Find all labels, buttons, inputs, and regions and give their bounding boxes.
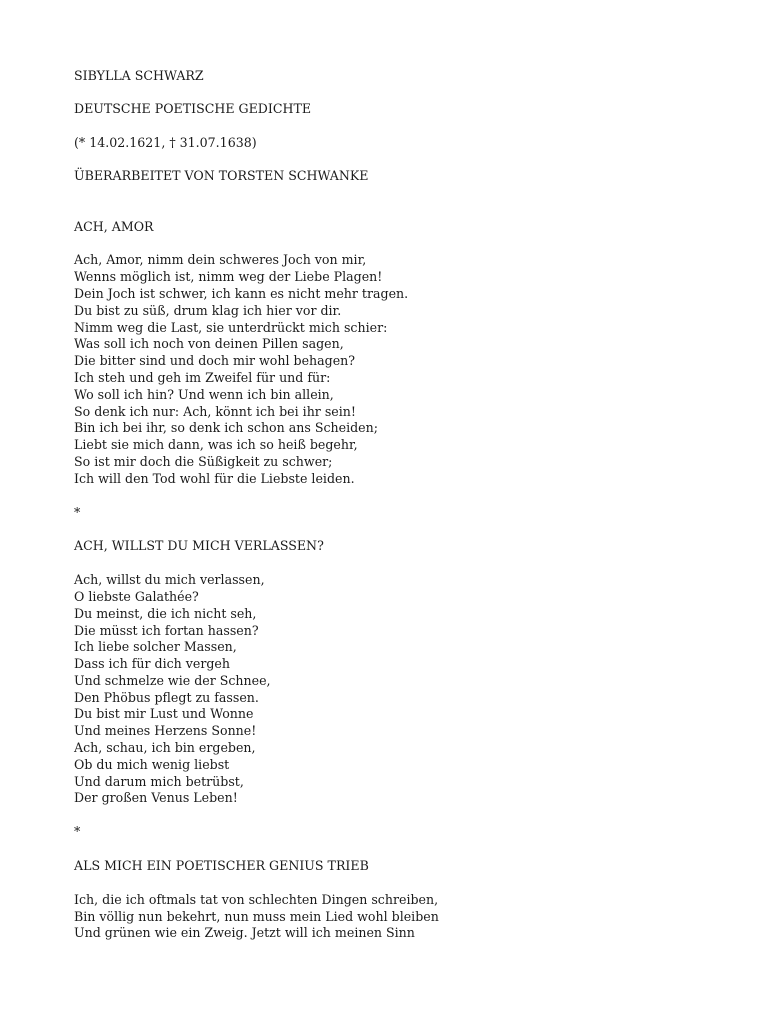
poem-line: Und grünen wie ein Zweig. Jetzt will ich meinen Sinn [74, 925, 415, 941]
poem-line: Der großen Venus Leben! [74, 790, 238, 806]
poem-line: Was soll ich noch von deinen Pillen sagen, [74, 336, 344, 352]
spacer [74, 521, 714, 538]
poem-title: ACH, AMOR [74, 218, 154, 234]
document-body [74, 68, 714, 942]
spacer [74, 875, 714, 892]
poem-line: Nimm weg die Last, sie unterdrückt mich schier: [74, 319, 388, 335]
spacer [74, 488, 714, 505]
poem-line: Ich liebe solcher Massen, [74, 639, 237, 655]
poem-body [74, 892, 714, 942]
poem-line: Ach, Amor, nimm dein schweres Joch von mir, [74, 252, 367, 268]
poem-line: Die müsst ich fortan hassen? [74, 622, 259, 638]
poem-body [74, 572, 714, 807]
poem-line: Und meines Herzens Sonne! [74, 723, 257, 739]
poem-line: Liebt sie mich dann, was ich so heiß begehr, [74, 437, 358, 453]
editor-credit: ÜBERARBEITET VON TORSTEN SCHWANKE [74, 168, 369, 184]
poem-line: So ist mir doch die Süßigkeit zu schwer; [74, 453, 333, 469]
poem-line: Ach, willst du mich verlassen, [74, 572, 265, 588]
poem-line: Wo soll ich hin? Und wenn ich bin allein, [74, 386, 334, 402]
poem-line: Ich steh und geh im Zweifel für und für: [74, 369, 331, 385]
poem-line: Den Phöbus pflegt zu fassen. [74, 689, 259, 705]
poem-line: Und darum mich betrübst, [74, 773, 244, 789]
poem-line: Die bitter sind und doch mir wohl behagen? [74, 353, 356, 369]
poem-line: Ich, die ich oftmals tat von schlechten Dingen schreiben, [74, 891, 439, 907]
poem-line: So denk ich nur: Ach, könnt ich bei ihr sein! [74, 403, 356, 419]
poem-line: Dein Joch ist schwer, ich kann es nicht mehr tragen. [74, 285, 409, 301]
spacer [74, 555, 714, 572]
author-name: SIBYLLA SCHWARZ [74, 68, 204, 83]
poem-line: Du bist mir Lust und Wonne [74, 706, 254, 722]
poem-line: O liebste Galathée? [74, 588, 199, 604]
spacer [74, 807, 714, 824]
poem-line: Du meinst, die ich nicht seh, [74, 605, 257, 621]
poem-line: Wenns möglich ist, nimm weg der Liebe Plagen! [74, 269, 383, 285]
poem-line: Du bist zu süß, drum klag ich hier vor dir. [74, 302, 342, 318]
poem-line: Und schmelze wie der Schnee, [74, 672, 271, 688]
spacer [74, 841, 714, 858]
spacer [74, 235, 714, 252]
section-separator: * [74, 824, 81, 840]
spacer [74, 202, 714, 219]
life-dates: (* 14.02.1621, † 31.07.1638) [74, 134, 257, 150]
poem-line: Ich will den Tod wohl für die Liebste leiden. [74, 470, 355, 486]
poem-line: Ob du mich wenig liebst [74, 756, 230, 772]
poem-line: Bin völlig nun bekehrt, nun muss mein Lied wohl bleiben [74, 908, 439, 924]
poem-title: ACH, WILLST DU MICH VERLASSEN? [74, 538, 324, 554]
poem-title: ALS MICH EIN POETISCHER GENIUS TRIEB [74, 858, 369, 874]
collection-title: DEUTSCHE POETISCHE GEDICHTE [74, 101, 312, 117]
section-separator: * [74, 504, 81, 520]
poem-line: Dass ich für dich vergeh [74, 656, 230, 672]
poem-body [74, 252, 714, 487]
poem-line: Ach, schau, ich bin ergeben, [74, 740, 256, 756]
poem-line: Bin ich bei ihr, so denk ich schon ans Scheiden; [74, 420, 378, 436]
